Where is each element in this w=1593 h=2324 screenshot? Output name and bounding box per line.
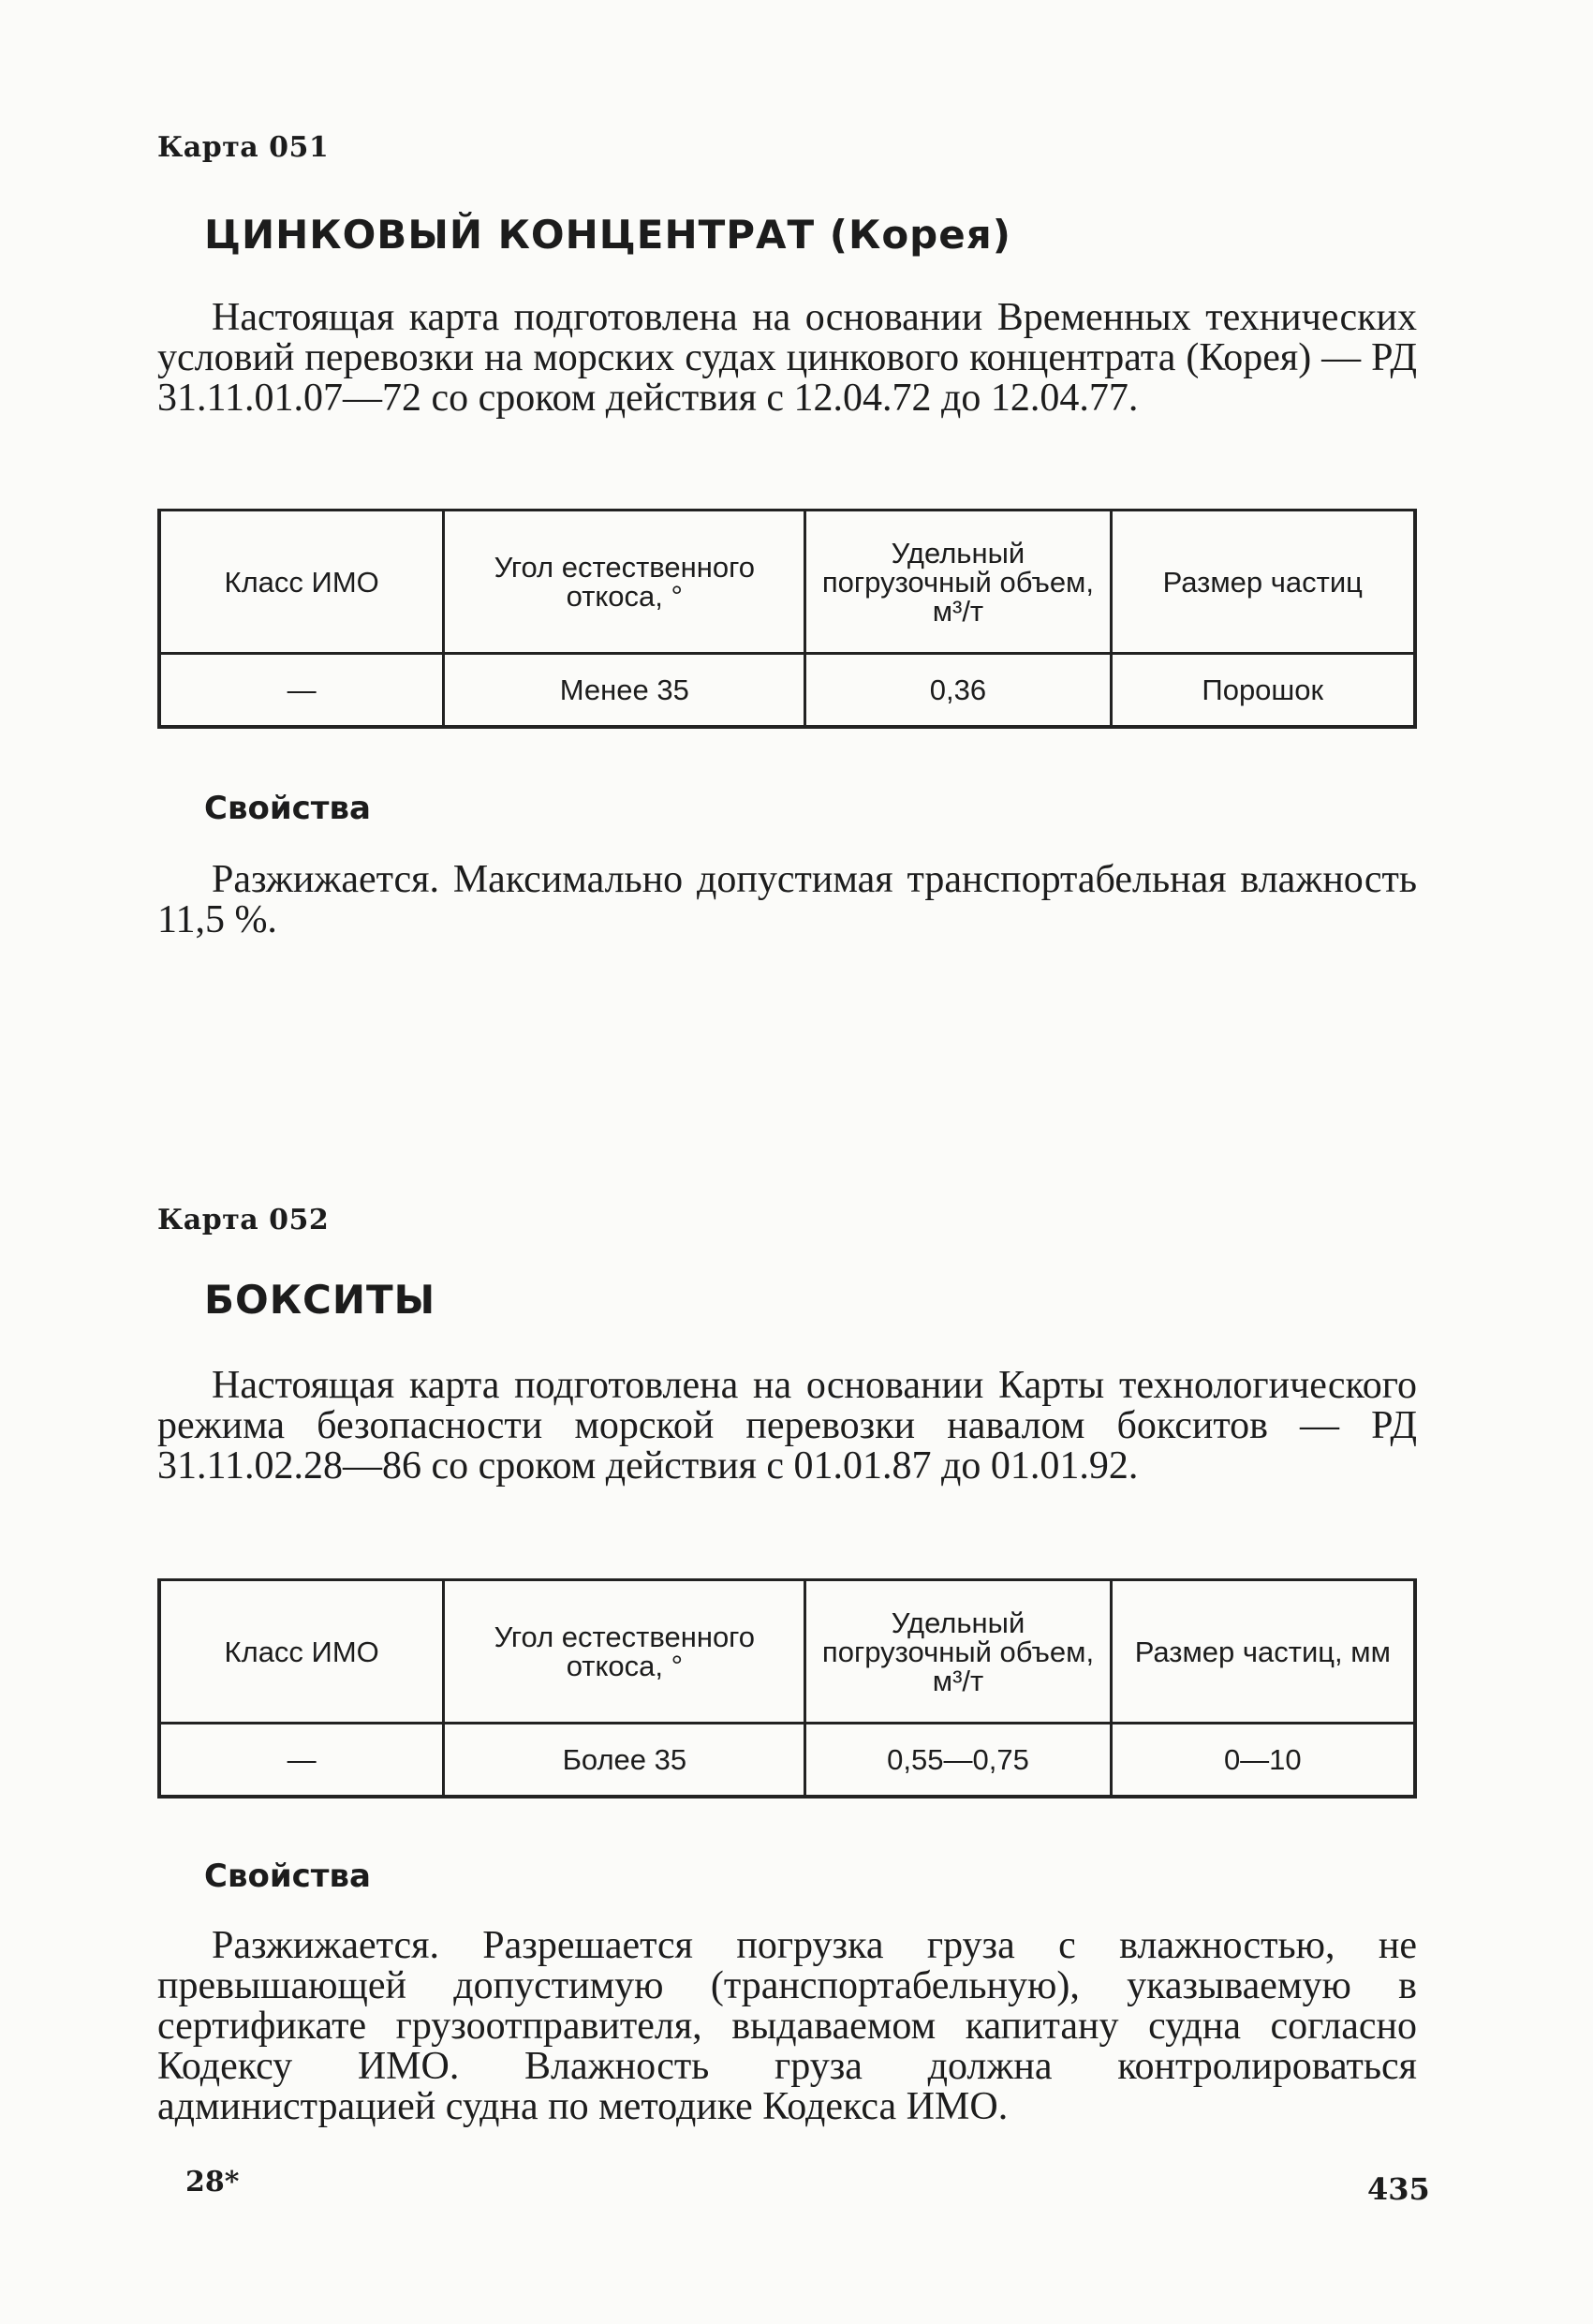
header-imo-class: Класс ИМО (159, 511, 444, 654)
card-051-properties-text: Разжижается. Максимально допустимая транспортабельная влажность 11,5 %. (157, 858, 1417, 941)
header-stowage-factor: Удельный погрузочный объем, м³/т (805, 511, 1111, 654)
header-stowage-factor: Удельный погрузочный объем, м³/т (805, 1580, 1111, 1724)
page-number: 435 (1367, 2171, 1430, 2207)
card-052-properties-heading: Свойства (204, 1858, 371, 1895)
header-particle-size: Размер частиц, мм (1111, 1580, 1415, 1724)
signature-mark: 28* (185, 2166, 240, 2198)
card-052-label: Карта 052 (157, 1204, 330, 1236)
cell-repose-angle: Менее 35 (444, 654, 805, 728)
card-051-table (157, 509, 1417, 729)
cell-particle-size: Порошок (1111, 654, 1415, 728)
cell-stowage-factor: 0,36 (805, 654, 1111, 728)
card-052-properties-text: Разжижается. Разрешается погрузка груза с влажностью, не превышающей допустимую (транспортабельную), указываемую в сертификате грузоотправителя, выдаваемом капитану судна согласно Кодексу ИМО. Влажность груза должна контролироваться администрацией судна по методике Кодекса ИМО. (157, 1924, 1417, 2128)
cell-stowage-factor: 0,55—0,75 (805, 1724, 1111, 1798)
table-header-row (159, 511, 1415, 654)
card-052-intro: Настоящая карта подготовлена на основании Карты технологического режима безопасности морской перевозки навалом бокситов — РД 31.11.02.28—86 со сроком действия с 01.01.87 до 01.01.92. (157, 1364, 1417, 1488)
card-051-intro: Настоящая карта подготовлена на основании Временных технических условий перевозки на морских судах цинкового концентрата (Корея) — РД 31.11.01.07—72 со сроком действия с 12.04.72 до 12.04.77. (157, 296, 1417, 420)
card-052-title: БОКСИТЫ (204, 1277, 436, 1323)
table-header-row (159, 1580, 1415, 1724)
header-repose-angle: Угол естественного откоса, ° (444, 1580, 805, 1724)
cell-imo-class: — (159, 1724, 444, 1798)
header-imo-class: Класс ИМО (159, 1580, 444, 1724)
cell-imo-class: — (159, 654, 444, 728)
cell-repose-angle: Более 35 (444, 1724, 805, 1798)
card-051-properties-heading: Свойства (204, 790, 371, 827)
table-row (159, 1724, 1415, 1798)
header-repose-angle: Угол естественного откоса, ° (444, 511, 805, 654)
card-051-title: ЦИНКОВЫЙ КОНЦЕНТРАТ (Корея) (204, 212, 1011, 258)
table-row (159, 654, 1415, 728)
cell-particle-size: 0—10 (1111, 1724, 1415, 1798)
header-particle-size: Размер частиц (1111, 511, 1415, 654)
card-052-table (157, 1578, 1417, 1799)
card-051-label: Карта 051 (157, 131, 330, 164)
